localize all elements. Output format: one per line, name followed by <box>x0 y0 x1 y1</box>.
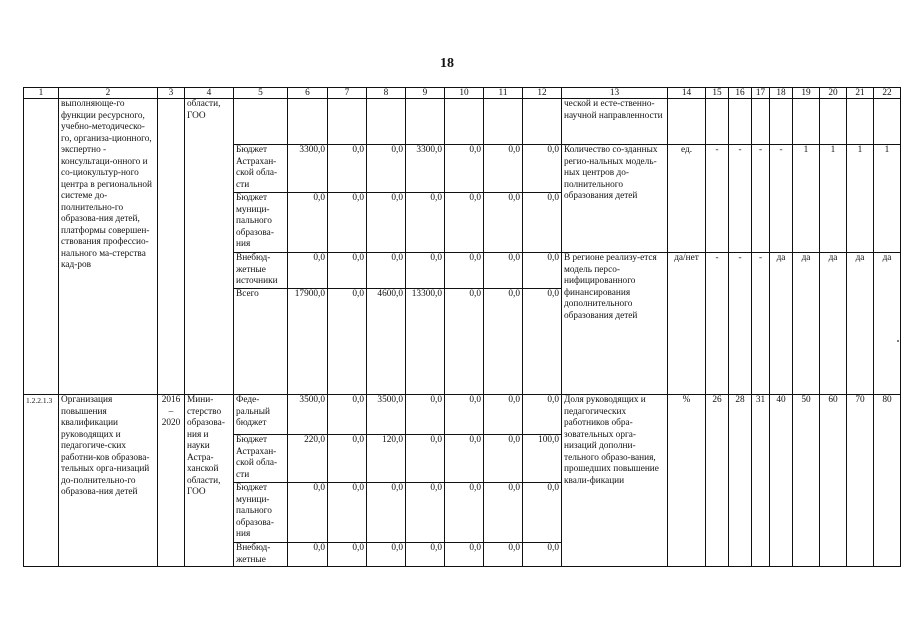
column-number: 2 <box>59 88 158 99</box>
page-number: 18 <box>440 56 454 71</box>
column-number: 14 <box>668 88 706 99</box>
amount-cell: 0,0 <box>523 395 562 435</box>
amount-cell: 0,0 <box>445 193 484 253</box>
value-cell <box>874 99 901 145</box>
amount-cell <box>288 99 328 145</box>
indicator-cell: Доля руководящих и педагогических работников обра-зовательных орга-низаций дополни-тельного образо-вания, прошедших повышение квали-фикации <box>562 395 668 567</box>
amount-cell: 0,0 <box>367 253 406 289</box>
amount-cell: 0,0 <box>406 483 445 543</box>
value-cell <box>847 99 874 145</box>
period-cell <box>158 99 185 395</box>
amount-cell: 0,0 <box>406 543 445 567</box>
period-cell: 2016 – 2020 <box>158 395 185 567</box>
column-number: 16 <box>729 88 752 99</box>
source-cell: Феде-ральный бюджет <box>234 395 288 435</box>
value-cell: 26 <box>706 395 729 567</box>
amount-cell: 0,0 <box>328 543 367 567</box>
column-number: 7 <box>328 88 367 99</box>
amount-cell: 0,0 <box>406 193 445 253</box>
source-cell: Внебюд-жетные источники <box>234 253 288 289</box>
amount-cell: 0,0 <box>484 145 523 193</box>
amount-cell: 0,0 <box>484 483 523 543</box>
amount-cell: 0,0 <box>328 253 367 289</box>
amount-cell: 100,0 <box>523 435 562 483</box>
source-cell: Бюджет муници-пального образова-ния <box>234 483 288 543</box>
program-activities-table <box>23 87 901 567</box>
amount-cell: 3500,0 <box>367 395 406 435</box>
indicator-cell: Количество со-зданных регио-нальных модель-ных центров до-полнительного образования детей <box>562 145 668 253</box>
activity-name-cell: выполняюще-го функции ресурсного, учебно-методическо-го, организа-ционного, экспертно - консультаци-онного и со-циокультур-ного центра в региональной системе до-полнительно-го образова-ния детей, платформы совершен-ствования профессио-нального ма-стерства кад-ров <box>59 99 158 395</box>
value-cell: - <box>729 253 752 395</box>
value-cell: - <box>752 253 770 395</box>
value-cell: 31 <box>752 395 770 567</box>
executor-cell: области, ГОО <box>185 99 234 395</box>
value-cell: 50 <box>793 395 820 567</box>
amount-cell: 0,0 <box>328 483 367 543</box>
amount-cell: 0,0 <box>523 483 562 543</box>
unit-cell <box>668 99 706 145</box>
value-cell: - <box>729 145 752 253</box>
column-number: 11 <box>484 88 523 99</box>
amount-cell: 0,0 <box>484 543 523 567</box>
value-cell <box>770 99 793 145</box>
column-number: 20 <box>820 88 847 99</box>
amount-cell: 0,0 <box>445 289 484 395</box>
amount-cell: 0,0 <box>367 543 406 567</box>
amount-cell: 0,0 <box>288 483 328 543</box>
value-cell: 1 <box>793 145 820 253</box>
unit-cell: ед. <box>668 145 706 253</box>
amount-cell: 220,0 <box>288 435 328 483</box>
amount-cell <box>406 99 445 145</box>
activity-id-cell: 1.2.2.1.3 <box>24 395 59 567</box>
amount-cell <box>523 99 562 145</box>
table-row <box>24 395 901 435</box>
value-cell: - <box>770 145 793 253</box>
column-number: 5 <box>234 88 288 99</box>
amount-cell: 0,0 <box>523 253 562 289</box>
value-cell <box>729 99 752 145</box>
activity-name-cell: Организация повышения квалификации руководящих и педагогиче-ских работни-ков образова-тельных орга-низаций до-полнительно-го образова-ния детей <box>59 395 158 567</box>
amount-cell: 0,0 <box>445 543 484 567</box>
value-cell: да <box>793 253 820 395</box>
amount-cell: 13300,0 <box>406 289 445 395</box>
column-number: 21 <box>847 88 874 99</box>
amount-cell: 0,0 <box>445 483 484 543</box>
column-number: 15 <box>706 88 729 99</box>
column-number: 10 <box>445 88 484 99</box>
amount-cell: 0,0 <box>523 193 562 253</box>
amount-cell: 0,0 <box>288 193 328 253</box>
executor-cell: Мини-стерство образова-ния и науки Астра-ханской области, ГОО <box>185 395 234 567</box>
amount-cell: 0,0 <box>367 193 406 253</box>
amount-cell: 0,0 <box>445 395 484 435</box>
column-number: 22 <box>874 88 901 99</box>
amount-cell: 0,0 <box>328 395 367 435</box>
amount-cell: 0,0 <box>445 253 484 289</box>
value-cell <box>820 99 847 145</box>
column-number: 18 <box>770 88 793 99</box>
amount-cell: 0,0 <box>328 145 367 193</box>
column-number: 13 <box>562 88 668 99</box>
amount-cell: 0,0 <box>328 289 367 395</box>
amount-cell: 0,0 <box>484 193 523 253</box>
source-cell: Бюджет Астрахан-ской обла-сти <box>234 145 288 193</box>
value-cell: 1 <box>847 145 874 253</box>
value-cell: да <box>874 253 901 395</box>
amount-cell: 3300,0 <box>288 145 328 193</box>
amount-cell: 0,0 <box>406 395 445 435</box>
source-cell: Всего <box>234 289 288 395</box>
value-cell: да <box>820 253 847 395</box>
amount-cell: 0,0 <box>523 289 562 395</box>
amount-cell: 3500,0 <box>288 395 328 435</box>
value-cell: - <box>706 145 729 253</box>
indicator-cell: В регионе реализу-ется модель персо-нифицированного финансирования дополнительного образования детей <box>562 253 668 395</box>
value-cell: 80 <box>874 395 901 567</box>
amount-cell: 0,0 <box>484 289 523 395</box>
activity-id-cell <box>24 99 59 395</box>
column-number: 19 <box>793 88 820 99</box>
value-cell: 60 <box>820 395 847 567</box>
amount-cell: 0,0 <box>288 543 328 567</box>
value-cell: 28 <box>729 395 752 567</box>
value-cell: да <box>770 253 793 395</box>
table-row <box>24 99 901 145</box>
amount-cell: 0,0 <box>328 193 367 253</box>
value-cell <box>793 99 820 145</box>
column-number-header-row <box>24 88 901 99</box>
value-cell <box>752 99 770 145</box>
amount-cell: 0,0 <box>484 435 523 483</box>
indicator-cell: ческой и есте-ственно-научной направленности <box>562 99 668 145</box>
amount-cell: 0,0 <box>484 253 523 289</box>
amount-cell <box>367 99 406 145</box>
value-cell: - <box>752 145 770 253</box>
source-cell: Бюджет Астрахан-ской обла-сти <box>234 435 288 483</box>
amount-cell: 17900,0 <box>288 289 328 395</box>
scan-speck <box>897 340 899 342</box>
column-number: 1 <box>24 88 59 99</box>
amount-cell <box>484 99 523 145</box>
amount-cell: 3300,0 <box>406 145 445 193</box>
value-cell: - <box>706 253 729 395</box>
value-cell: 1 <box>874 145 901 253</box>
amount-cell: 0,0 <box>523 145 562 193</box>
source-cell: Внебюд-жетные <box>234 543 288 567</box>
column-number: 4 <box>185 88 234 99</box>
column-number: 17 <box>752 88 770 99</box>
amount-cell: 0,0 <box>367 483 406 543</box>
value-cell: 40 <box>770 395 793 567</box>
amount-cell: 0,0 <box>406 253 445 289</box>
amount-cell <box>445 99 484 145</box>
value-cell: да <box>847 253 874 395</box>
unit-cell: да/нет <box>668 253 706 395</box>
column-number: 6 <box>288 88 328 99</box>
amount-cell <box>328 99 367 145</box>
amount-cell: 0,0 <box>484 395 523 435</box>
value-cell <box>706 99 729 145</box>
amount-cell: 0,0 <box>445 435 484 483</box>
amount-cell: 0,0 <box>406 435 445 483</box>
source-cell: Бюджет муници-пального образова-ния <box>234 193 288 253</box>
amount-cell: 0,0 <box>328 435 367 483</box>
source-cell <box>234 99 288 145</box>
column-number: 3 <box>158 88 185 99</box>
amount-cell: 4600,0 <box>367 289 406 395</box>
amount-cell: 0,0 <box>367 145 406 193</box>
column-number: 12 <box>523 88 562 99</box>
amount-cell: 0,0 <box>523 543 562 567</box>
amount-cell: 120,0 <box>367 435 406 483</box>
unit-cell: % <box>668 395 706 567</box>
value-cell: 1 <box>820 145 847 253</box>
column-number: 8 <box>367 88 406 99</box>
amount-cell: 0,0 <box>445 145 484 193</box>
value-cell: 70 <box>847 395 874 567</box>
amount-cell: 0,0 <box>288 253 328 289</box>
column-number: 9 <box>406 88 445 99</box>
